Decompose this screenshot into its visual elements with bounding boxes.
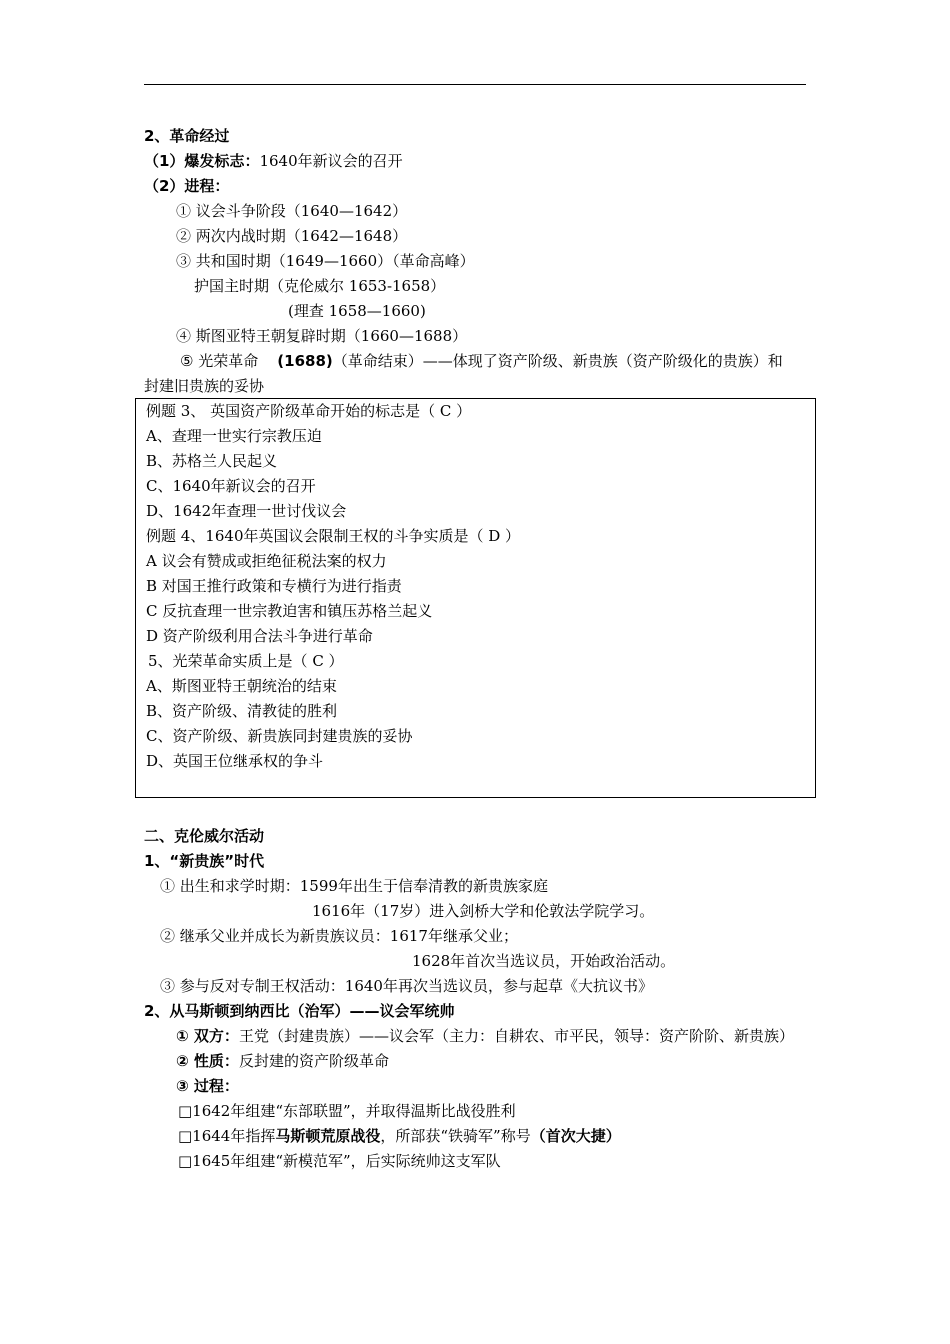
course-1644-pre: □1644年指挥 (178, 1127, 276, 1145)
step-5-label: ⑤ 光荣革命 (180, 352, 259, 370)
header-rule (144, 84, 806, 85)
process-step-5-continued: 封建旧贵族的妥协 (144, 377, 265, 395)
section-heading-revolution-process: 2、革命经过 (144, 127, 230, 145)
cromwell-cambridge: 1616年（17岁）进入剑桥大学和伦敦法学院学习。 (312, 902, 655, 920)
cromwell-inherit: ② 继承父业并成长为新贵族议员：1617年继承父业； (160, 927, 518, 945)
example-4-option-c: C 反抗查理一世宗教迫害和镇压苏格兰起义 (146, 602, 433, 620)
step-5-year: (1688) (277, 352, 333, 370)
process-step-2: ② 两次内战时期（1642—1648） (176, 227, 408, 245)
civil-war-nature (176, 1051, 389, 1071)
example-3-option-b: B、苏格兰人民起义 (146, 452, 278, 470)
outbreak-line (144, 151, 403, 171)
course-1644 (178, 1126, 621, 1146)
question-5-option-a: A、斯图亚特王朝统治的结束 (146, 677, 337, 695)
nature-label: ② 性质： (176, 1052, 239, 1070)
process-step-1: ① 议会斗争阶段（1640—1642） (176, 202, 408, 220)
cromwell-birth-study: ① 出生和求学时期：1599年出生于信奉清教的新贵族家庭 (160, 877, 548, 895)
question-5-option-b: B、资产阶级、清教徒的胜利 (146, 702, 338, 720)
outbreak-text: 1640年新议会的召开 (259, 152, 403, 170)
process-step-3-protectorate: 护国主时期（克伦威尔 1653-1658） (194, 277, 446, 295)
example-4-option-b: B 对国王推行政策和专横行为进行指责 (146, 577, 402, 595)
first-victory: （首次大捷） (530, 1127, 621, 1145)
process-step-3-richard: (理查 1658—1660) (288, 302, 426, 320)
question-5: 5、光荣革命实质上是（ C ） (148, 652, 344, 670)
question-5-option-c: C、资产阶级、新贵族同封建贵族的妥协 (146, 727, 413, 745)
example-3-option-a: A、查理一世实行宗教压迫 (146, 427, 322, 445)
cromwell-opposition: ③ 参与反对专制王权活动：1640年再次当选议员，参与起草《大抗议书》 (160, 977, 653, 995)
sides-text: 王党（封建贵族）——议会军（主力：自耕农、市平民，领导：资产阶阶、新贵族） (238, 1027, 794, 1045)
course-1642: □1642年组建“东部联盟”，并取得温斯比战役胜利 (178, 1102, 516, 1120)
course-1645: □1645年组建“新模范军”，后实际统帅这支军队 (178, 1152, 501, 1170)
marston-moor-battle: 马斯顿荒原战役 (275, 1127, 381, 1145)
outbreak-label: （1）爆发标志： (144, 152, 260, 170)
example-3-option-d: D、1642年查理一世讨伐议会 (146, 502, 347, 520)
example-3-option-c: C、1640年新议会的召开 (146, 477, 316, 495)
example-4-option-d: D 资产阶级利用合法斗争进行革命 (146, 627, 373, 645)
cromwell-first-elected: 1628年首次当选议员，开始政治活动。 (412, 952, 676, 970)
process-step-4: ④ 斯图亚特王朝复辟时期（1660—1688） (176, 327, 468, 345)
example-4-option-a: A 议会有赞成或拒绝征税法案的权力 (146, 552, 387, 570)
section-heading-cromwell: 二、克伦威尔活动 (144, 827, 265, 845)
example-4-question: 例题 4、1640年英国议会限制王权的斗争实质是（ D ） (146, 527, 521, 545)
nature-text: 反封建的资产阶级革命 (238, 1052, 389, 1070)
subheading-new-nobility: 1、“新贵族”时代 (144, 852, 265, 870)
process-label: （2）进程： (144, 177, 230, 195)
sides-label: ① 双方： (176, 1027, 239, 1045)
question-5-option-d: D、英国王位继承权的争斗 (146, 752, 324, 770)
step-5-text: （革命结束）——体现了资产阶级、新贵族（资产阶级化的贵族）和 (332, 352, 783, 370)
process-step-5 (180, 351, 783, 371)
civil-war-sides (176, 1026, 794, 1046)
course-1644-mid: ，所部获“铁骑军”称号 (380, 1127, 531, 1145)
course-label: ③ 过程： (176, 1077, 239, 1095)
example-3-question: 例题 3、 英国资产阶级革命开始的标志是（ C ） (146, 402, 472, 420)
process-step-3: ③ 共和国时期（1649—1660）（革命高峰） (176, 252, 475, 270)
subheading-marston-naseby: 2、从马斯顿到纳西比（治军）——议会军统帅 (144, 1002, 455, 1020)
